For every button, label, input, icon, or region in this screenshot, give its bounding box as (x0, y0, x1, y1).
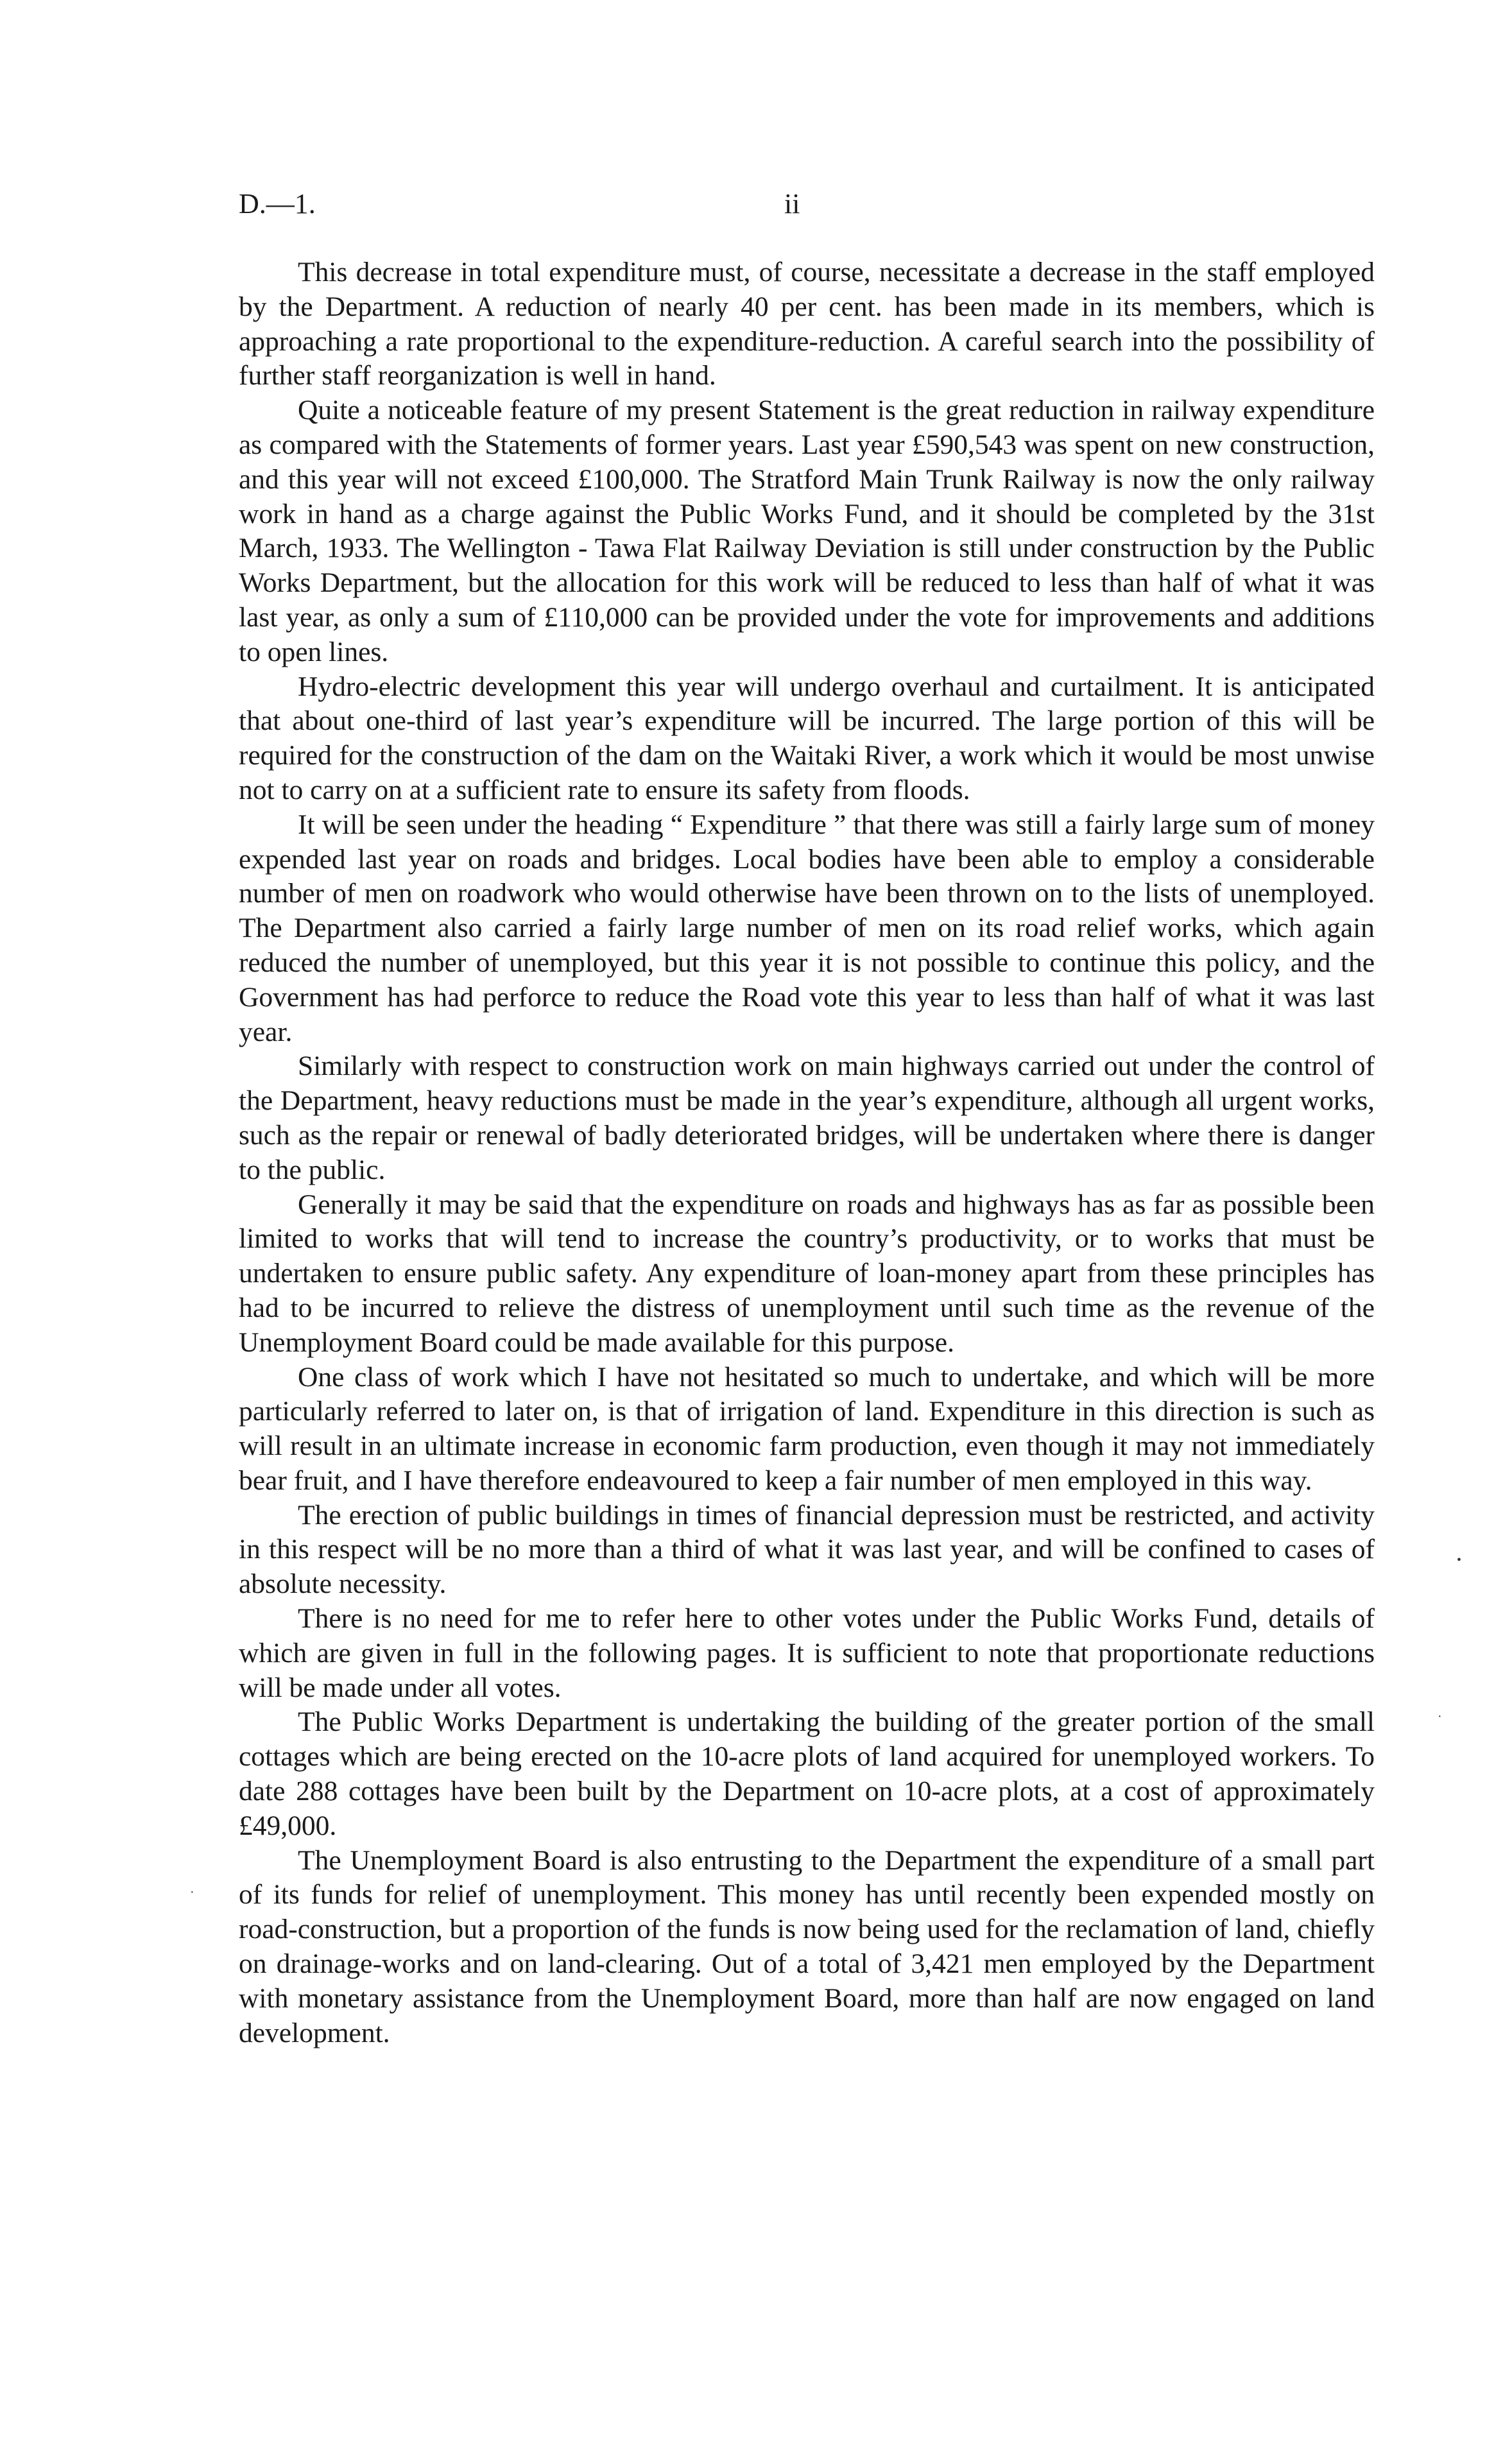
paragraph-unemployment-board: The Unemployment Board is also entrusting to the Department the expenditure of a small part of its funds for relief of unemployment. This money has until recently been expended mostly on road-construction, but a proportion of the funds is now being used for the reclamation of land, chiefly on drainage-works and on land-clearing. Out of a total of 3,421 men employed by the Department with monetary assistance from the Unemployment Board, more than half are now engaged on land development. (239, 1844, 1375, 2048)
paragraph-hydro-electric: Hydro-electric development this year will undergo overhaul and curtailment. It is anticipated that about one-third of last year’s expenditure will be incurred. The large portion of this will be required for the construction of the dam on the Waitaki River, a work which it would be most unwise not to carry on at a sufficient rate to ensure its safety from floods. (239, 671, 1375, 805)
document-reference: D.—1. (239, 188, 316, 219)
paragraph-irrigation: One class of work which I have not hesitated so much to undertake, and which will be more particularly referred to later on, is that of irrigation of land. Expenditure in this direction is such as will result in an ultimate increase in economic farm production, even though it may not immediately bear fruit, and I have therefore endeavoured to keep a fair number of men employed in this way. (239, 1361, 1375, 1496)
page-number: ii (784, 188, 800, 219)
scan-speck: · (1438, 1710, 1442, 1724)
scan-speck: · (190, 1885, 194, 1900)
paragraph-public-buildings: The erection of public buildings in times of financial depression must be restricted, and activity in this respect will be no more than a third of what it was last year, and will be confined to cases of absolute necessity. (239, 1499, 1375, 1600)
paragraph-main-highways: Similarly with respect to construction work on main highways carried out under the control of the Department, heavy reductions must be made in the year’s expenditure, although all urgent works, such as the repair or renewal of badly deteriorated bridges, will be undertaken where there is danger to the public. (239, 1051, 1375, 1185)
paragraph-roads-and-bridges: It will be seen under the heading “ Expenditure ” that there was still a fairly large sum of money expended last year on roads and bridges. Local bodies have been able to employ a considerable number of men on roadwork who would otherwise have been thrown on to the lists of unemployed. The Department also carried a fairly large number of men on its road relief works, which again reduced the number of unemployed, but this year it is not possible to continue this policy, and the Government has had perforce to reduce the Road vote this year to less than half of what it was last year. (239, 809, 1375, 1047)
scan-speck: • (1457, 1553, 1462, 1567)
paragraph-staff-reduction: This decrease in total expenditure must, of course, necessitate a decrease in the staff employed by the Department. A reduction of nearly 40 per cent. has been made in its members, which is approaching a rate proportional to the expenditure-reduction. A careful search into the possibility of further staff reorganization is well in hand. (239, 257, 1375, 391)
page-header (239, 187, 1375, 232)
paragraph-railway-expenditure: Quite a noticeable feature of my present Statement is the great reduction in railway expenditure as compared with the Statements of former years. Last year £590,543 was spent on new construction, and this year will not exceed £100,000. The Stratford Main Trunk Railway is now the only railway work in hand as a charge against the Public Works Fund, and it should be completed by the 31st March, 1933. The Wellington - Tawa Flat Railway Deviation is still under construction by the Public Works Department, but the allocation for this work will be reduced to less than half of what it was last year, as only a sum of £110,000 can be provided under the vote for improvements and additions to open lines. (239, 395, 1375, 667)
paragraph-other-votes: There is no need for me to refer here to other votes under the Public Works Fund, details of which are given in full in the following pages. It is sufficient to note that proportionate reductions will be made under all votes. (239, 1603, 1375, 1703)
paragraph-cottages: The Public Works Department is undertaking the building of the greater portion of the small cottages which are being erected on the 10-acre plots of land acquired for unemployed workers. To date 288 cottages have been built by the Department on 10-acre plots, at a cost of approximately £49,000. (239, 1706, 1375, 1841)
paragraph-loan-money: Generally it may be said that the expenditure on roads and highways has as far as possible been limited to works that will tend to increase the country’s productivity, or to works that must be undertaken to ensure public safety. Any expenditure of loan-money apart from these principles has had to be incurred to relieve the distress of unemployment until such time as the revenue of the Unemployment Board could be made available for this purpose. (239, 1189, 1375, 1358)
body-text (239, 255, 1375, 2050)
